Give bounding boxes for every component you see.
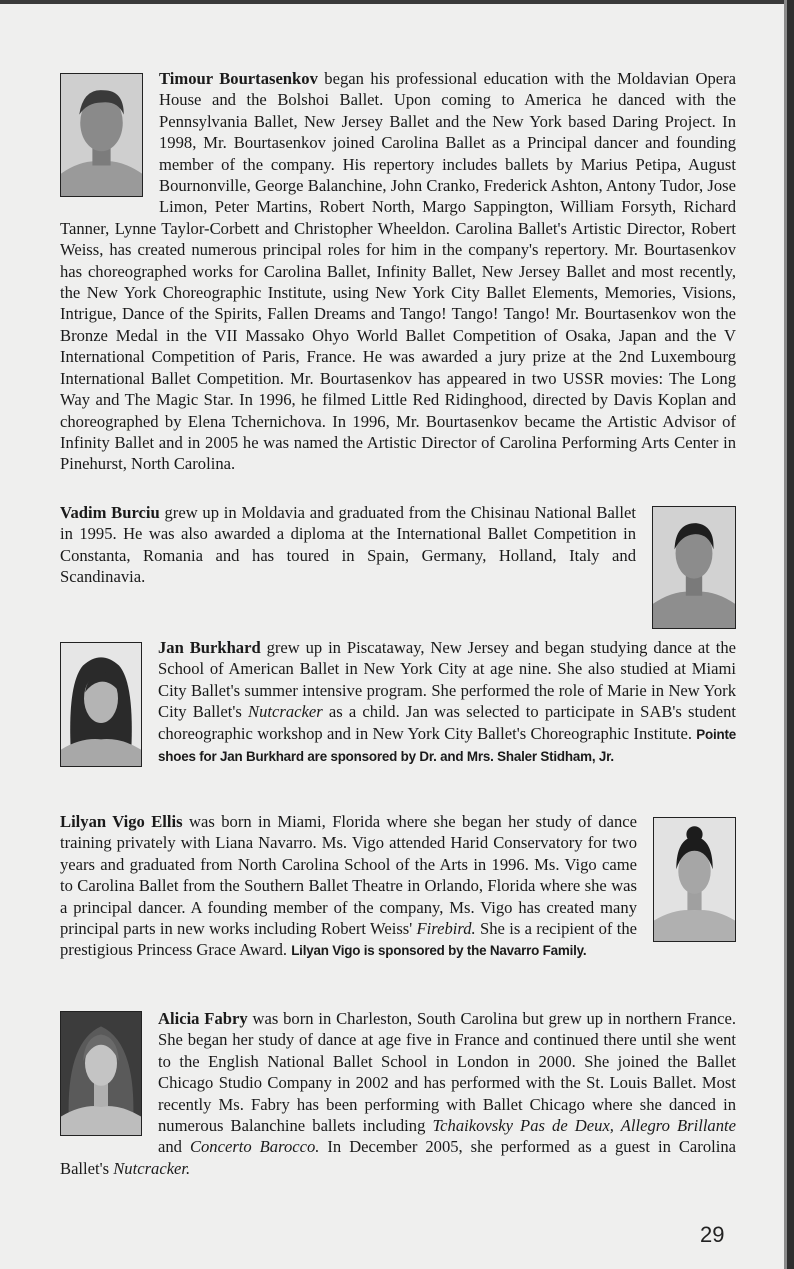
portrait-photo [60, 73, 143, 197]
bio-lilyan-vigo-ellis [60, 811, 736, 962]
dancer-name: Alicia Fabry [158, 1009, 248, 1028]
bio-text: and [158, 1137, 190, 1157]
bio-text: began his professional education with the Moldavian Opera House and the Bolshoi Ballet. Upon coming to America he danced with the Pennsylvania Ballet, New Jersey Ballet and the New York based Daring Project. In 1998, Mr. Bourtasenkov joined Carolina Ballet as a Principal dancer and founding member of the company. His repertory includes ballets by Marius Petipa, August Bournonville, George Balanchine, John Cranko, Frederick Ashton, Antony Tudor, Jose Limon, Peter Martins, Robert North, Margo Sappington, William Forsyth, Richard Tanner, Lynne Taylor-Corbett and Christopher Wheeldon. Carolina Ballet's Artistic Director, Robert Weiss, has created numerous principal roles for him in the company's repertory. Mr. Bourtasenkov has choreographed works for Carolina Ballet, Infinity Ballet, New Jersey Ballet and most recently, the New York Choreographic Institute, using New York City Ballet Elements, Memories, Visions, Intrigue, Dance of the Spirits, Fallen Dreams and Tango! Tango! Tango! Mr. Bourtasenkov won the Bronze Medal in the VII Massako Ohyo World Ballet Competition of Osaka, Japan and the V International Competition of Paris, France. He was awarded a jury prize at the 2nd Luxembourg International Ballet Competition. Mr. Bourtasenkov has appeared in two USSR movies: The Long Way and The Magic Star. In 1996, he filmed Little Red Ridinghood, directed by Davis Koplan and choreographed by Elena Tchernichova. In 1996, Mr. Bourtasenkov became the Artistic Advisor of Infinity Ballet and in 2005 he was named the Artistic Director of Carolina Performing Arts Center in Pinehurst, North Carolina. [60, 69, 736, 474]
portrait-photo [652, 506, 736, 629]
bio-text: grew up in Piscataway, New Jersey and began studying dance at the School of American Ballet in New York City at age nine. She also studied at Miami City Ballet's summer intensive program. She performed the role of Marie in New York City Ballet's [158, 638, 736, 722]
bio-text: as a child. Jan was selected to participate in SAB's student choreographic workshop and in New York City Ballet's Choreographic Institute. [158, 702, 736, 743]
work-title: Tchaikovsky Pas de Deux, Allegro Brillante [432, 1116, 736, 1136]
bio-text: grew up in Moldavia and graduated from the Chisinau National Ballet in 1995. He was also awarded a diploma at the International Ballet Competition in Constanta, Romania and has toured in Spain, Germany, Holland, Italy and Scandinavia. [60, 503, 637, 587]
dancer-name: Timour Bourtasenkov [159, 69, 318, 88]
bio-vadim-burciu [60, 502, 736, 633]
dancer-name: Jan Burkhard [158, 638, 261, 657]
scan-edge-top [0, 0, 794, 4]
work-title: Concerto Barocco. [189, 1137, 320, 1157]
portrait-photo [653, 817, 736, 942]
bio-text: In December 2005, she performed as a guest in Carolina Ballet's [60, 1137, 736, 1178]
sponsor-note: Lilyan Vigo is sponsored by the Navarro Family. [291, 943, 587, 959]
bio-text: was born in Miami, Florida where she began her study of dance training privately with Liana Navarro. Ms. Vigo attended Harid Conservatory for two years and graduated from North Carolina School of the Arts in 1996. Ms. Vigo came to Carolina Ballet from the Southern Ballet Theatre in Orlando, Florida where she was a principal dancer. A founding member of the company, Ms. Vigo has created many principal parts in new works including Robert Weiss' [60, 812, 637, 939]
bio-text: She is a recipient of the prestigious Princess Grace Award. [60, 919, 637, 960]
portrait-photo [60, 642, 142, 767]
bio-jan-burkhard [60, 637, 736, 771]
dancer-name: Vadim Burciu [60, 503, 160, 522]
work-title: Firebird. [416, 919, 476, 939]
bio-alicia-fabry [60, 1008, 736, 1179]
bio-timour-bourtasenkov [60, 68, 736, 475]
bio-text: was born in Charleston, South Carolina but grew up in northern France. She began her study of dance at age five in France and continued there until she went to the English National Ballet School in London in 2000. She joined the Ballet Chicago Studio Company in 2002 and has performed with the St. Louis Ballet. Most recently Ms. Fabry has been performing with Ballet Chicago where she danced in numerous Balanchine ballets including [158, 1009, 736, 1136]
portrait-photo [60, 1011, 142, 1136]
dancer-name: Lilyan Vigo Ellis [60, 812, 183, 831]
sponsor-note: Pointe shoes for Jan Burkhard are sponsored by Dr. and Mrs. Shaler Stidham, Jr. [158, 726, 736, 765]
page-number: 29 [700, 1222, 725, 1247]
work-title: Nutcracker. [113, 1158, 191, 1178]
work-title: Nutcracker [248, 702, 323, 722]
scan-edge-right [787, 0, 794, 1269]
